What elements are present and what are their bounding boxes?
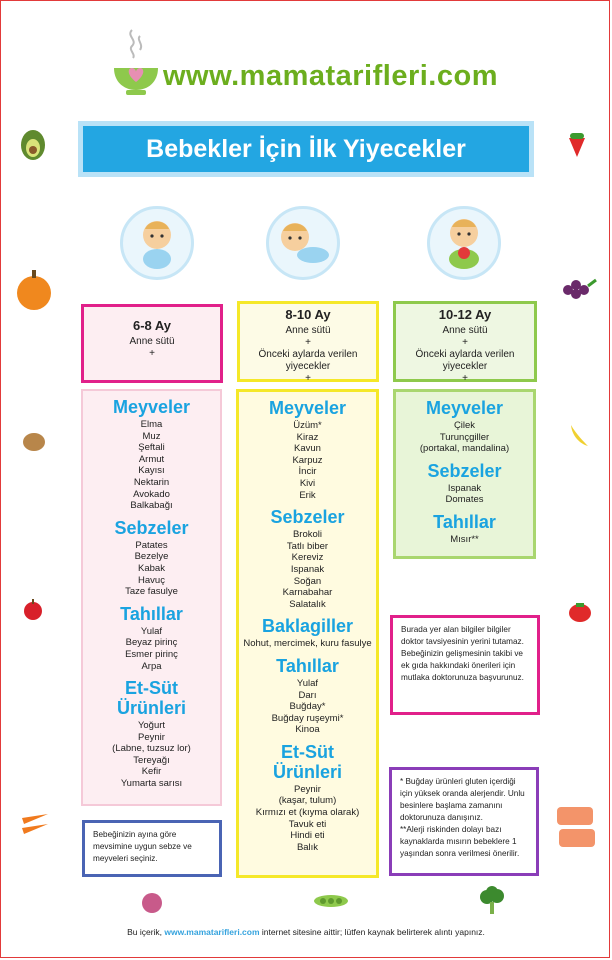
- food-item: Turunçgiller: [439, 431, 490, 443]
- food-item: Balkabağı: [130, 500, 173, 512]
- food-item: Yulaf: [140, 625, 163, 637]
- potato-icon: [22, 430, 46, 454]
- food-item: Kefir: [141, 766, 162, 778]
- food-column-8-10: [236, 389, 379, 878]
- food-item: Muz: [142, 430, 161, 442]
- title-text: Bebekler İçin İlk Yiyecekler: [146, 134, 466, 163]
- pumpkin-icon: [15, 268, 53, 312]
- season-note: Bebeğinizin ayına göre mevsimine uygun sebze ve meyveleri seçiniz.: [82, 820, 222, 877]
- food-item: Kavun: [294, 443, 321, 455]
- avocado-icon: [18, 125, 48, 161]
- baby-eating-icon: [427, 206, 501, 280]
- food-item: Salatalık: [289, 598, 326, 610]
- food-item: Avokado: [133, 488, 170, 500]
- footnote-corn: **Alerji riskinden dolayı bazı kaynaklarda mısırın bebeklere 1 yaşından sonra verilmesi önerilir.: [400, 825, 520, 858]
- section-title: Sebzeler: [427, 460, 502, 481]
- peas-icon: [313, 893, 349, 909]
- section-title: Tahıllar: [120, 603, 183, 624]
- food-item: Darı: [298, 689, 317, 701]
- food-item: İncir: [298, 466, 317, 478]
- onion-icon: [140, 890, 164, 914]
- head-line: Anne sütü: [129, 336, 175, 347]
- section-title: Baklagiller: [261, 616, 354, 637]
- food-item: Ispanak: [447, 482, 482, 494]
- food-item: Kabak: [138, 562, 165, 574]
- food-item: Yumarta sarısı: [120, 778, 183, 790]
- food-item: Tereyağı: [133, 754, 170, 766]
- head-line: Önceki aylarda verilen yiyecekler: [415, 349, 515, 372]
- food-item: Havuç: [138, 574, 165, 586]
- food-item: Peynir: [294, 783, 321, 795]
- food-item: Nohut, mercimek, kuru fasulye: [243, 638, 372, 650]
- food-item: Çilek: [453, 420, 476, 431]
- age-box-8-10: [237, 301, 379, 382]
- food-item: Elma: [140, 419, 163, 430]
- food-item: (portakal, mandalina): [419, 443, 510, 455]
- strawberry-icon: [566, 130, 588, 158]
- bowl-logo-icon: [112, 28, 160, 98]
- age-box-6-8: [81, 304, 223, 383]
- food-item: Buğday*: [289, 701, 326, 713]
- head-line: +: [305, 373, 311, 384]
- food-item: Arpa: [141, 660, 162, 672]
- section-title: Tahıllar: [276, 655, 339, 676]
- food-item: Soğan: [293, 575, 322, 587]
- footer: [0, 927, 612, 937]
- food-item: Karpuz: [292, 454, 323, 466]
- head-line: +: [462, 373, 468, 384]
- footer-before: Bu içerik,: [127, 927, 163, 937]
- banana-icon: [568, 422, 590, 448]
- section-title: Meyveler: [112, 397, 191, 417]
- food-item: Brokoli: [292, 529, 323, 541]
- food-item: (kaşar, tulum): [278, 795, 337, 807]
- food-item: Kinoa: [295, 724, 320, 736]
- food-item: Armut: [138, 453, 165, 465]
- food-item: Peynir: [138, 731, 165, 743]
- broccoli-icon: [477, 886, 507, 916]
- food-column-6-8: [81, 389, 222, 806]
- food-item: Mısır**: [450, 533, 479, 545]
- food-item: Üzüm*: [293, 420, 322, 431]
- doctor-note: [390, 615, 540, 715]
- head-line: Önceki aylarda verilen yiyecekler: [258, 349, 358, 372]
- footer-after: internet sitesine aittir; lütfen kaynak belirterek alıntı yapınız.: [261, 927, 485, 937]
- food-item: Tatlı biber: [286, 540, 329, 552]
- section-title: Tahıllar: [433, 511, 496, 532]
- footnote-gluten: * Buğday ürünleri gluten içerdiği için yüksek oranda alerjendir. Unlu besinlere başlama zamanını doktorunuza danışınız.: [400, 777, 525, 822]
- head-line: Anne sütü: [442, 325, 488, 336]
- food-item: Kereviz: [291, 552, 324, 564]
- head-line: +: [149, 348, 155, 359]
- section-title: Meyveler: [425, 398, 504, 418]
- section-title: Et-Süt Ürünleri: [116, 678, 186, 719]
- age-label: 6-8 Ay: [132, 318, 172, 333]
- age-label: 8-10 Ay: [285, 307, 331, 322]
- doctor-note-text: Burada yer alan bilgiler bilgiler doktor tavsiyesinin yerini tutamaz. Bebeğinizin gelişmesinin takibi ve ek gıda hakkındaki önerileri için mutlaka doktorunuza başvurunuz.: [401, 625, 524, 682]
- food-item: Nektarin: [133, 476, 170, 488]
- salmon-icon: [555, 803, 597, 851]
- food-item: Bezelye: [134, 551, 169, 563]
- footer-link[interactable]: www.mamatarifleri.com: [164, 927, 260, 937]
- carrot-icon: [20, 810, 50, 836]
- food-item: Buğday ruşeymi*: [271, 712, 344, 724]
- section-title: Meyveler: [268, 398, 347, 418]
- food-item: Hindi eti: [290, 830, 325, 842]
- food-item: Patates: [135, 539, 168, 551]
- food-item: Yulaf: [296, 677, 319, 689]
- section-title: Sebzeler: [114, 517, 189, 538]
- apple-icon: [22, 597, 44, 621]
- food-item: Şeftali: [138, 442, 165, 454]
- food-item: Esmer pirinç: [125, 648, 178, 660]
- grapes-icon: [560, 276, 598, 306]
- food-item: Erik: [299, 489, 316, 501]
- footnote-box: [389, 767, 539, 876]
- site-url: www.mamatarifleri.com: [163, 60, 498, 92]
- food-item: Tavuk eti: [288, 818, 327, 830]
- food-item: (Labne, tuzsuz lor): [112, 743, 191, 755]
- age-label: 10-12 Ay: [438, 307, 492, 322]
- section-title: Sebzeler: [270, 507, 345, 528]
- tomato-icon: [567, 601, 593, 623]
- section-title: Et-Süt Ürünleri: [272, 741, 342, 782]
- food-item: Yoğurt: [137, 720, 166, 732]
- food-item: Kırmızı et (kıyma olarak): [255, 807, 360, 819]
- head-line: Anne sütü: [285, 325, 331, 336]
- food-item: Beyaz pirinç: [125, 637, 178, 649]
- head-line: +: [462, 337, 468, 348]
- baby-crawling-icon: [266, 206, 340, 280]
- food-item: Ispanak: [290, 563, 325, 575]
- food-item: Kayısı: [138, 465, 165, 477]
- food-column-10-12: [393, 389, 536, 559]
- head-line: +: [305, 337, 311, 348]
- food-item: Taze fasulye: [125, 586, 178, 598]
- food-item: Domates: [445, 494, 484, 506]
- age-box-10-12: [393, 301, 537, 382]
- baby-sitting-icon: [120, 206, 194, 280]
- food-item: Karnabahar: [282, 587, 333, 599]
- food-item: Kivi: [299, 477, 316, 489]
- page-title: [78, 121, 534, 177]
- food-item: Balık: [296, 841, 319, 853]
- food-item: Kiraz: [296, 431, 319, 443]
